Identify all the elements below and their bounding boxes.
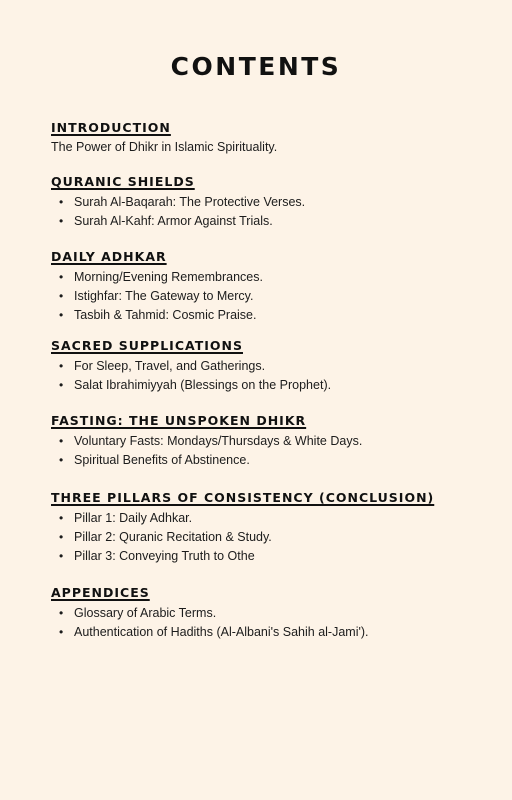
bullet-icon: • xyxy=(59,289,64,303)
section-heading: QURANIC SHIELDS xyxy=(51,174,195,189)
list-item: • Surah Al-Kahf: Armor Against Trials. xyxy=(51,212,491,231)
section-introduction xyxy=(51,117,491,157)
bullet-icon: • xyxy=(59,214,64,228)
bullet-icon: • xyxy=(59,270,64,284)
list-item: • For Sleep, Travel, and Gatherings. xyxy=(51,357,491,376)
bullet-icon: • xyxy=(59,453,64,467)
bullet-icon: • xyxy=(59,378,64,392)
bullet-icon: • xyxy=(59,530,64,544)
list-item: • Pillar 1: Daily Adhkar. xyxy=(51,509,491,528)
section-text: The Power of Dhikr in Islamic Spirituality. xyxy=(51,140,278,154)
list-item: • Salat Ibrahimiyyah (Blessings on the Prophet). xyxy=(51,376,491,395)
list-item: • Glossary of Arabic Terms. xyxy=(51,604,491,623)
list-item: • Pillar 2: Quranic Recitation & Study. xyxy=(51,528,491,547)
section-heading: FASTING: THE UNSPOKEN DHIKR xyxy=(51,413,307,428)
section-heading: APPENDICES xyxy=(51,585,150,600)
section-three-pillars xyxy=(51,487,491,566)
section-list xyxy=(51,604,491,642)
bullet-icon: • xyxy=(59,308,64,322)
section-list xyxy=(51,432,491,470)
list-item: • Tasbih & Tahmid: Cosmic Praise. xyxy=(51,306,491,325)
section-daily-adhkar xyxy=(51,246,491,325)
section-fasting xyxy=(51,410,491,470)
section-heading: INTRODUCTION xyxy=(51,120,171,135)
bullet-icon: • xyxy=(59,511,64,525)
page-title: CONTENTS xyxy=(170,52,342,81)
bullet-icon: • xyxy=(59,359,64,373)
section-quranic-shields xyxy=(51,171,491,231)
section-heading: SACRED SUPPLICATIONS xyxy=(51,338,243,353)
section-appendices xyxy=(51,582,491,642)
section-heading: THREE PILLARS OF CONSISTENCY (CONCLUSION) xyxy=(51,490,435,505)
list-item: • Spiritual Benefits of Abstinence. xyxy=(51,451,491,470)
list-item: • Morning/Evening Remembrances. xyxy=(51,268,491,287)
bullet-icon: • xyxy=(59,195,64,209)
bullet-icon: • xyxy=(59,606,64,620)
list-item: • Voluntary Fasts: Mondays/Thursdays & White Days. xyxy=(51,432,491,451)
list-item: • Surah Al-Baqarah: The Protective Verses. xyxy=(51,193,491,212)
section-list xyxy=(51,268,491,325)
bullet-icon: • xyxy=(59,549,64,563)
list-item: • Pillar 3: Conveying Truth to Othe xyxy=(51,547,491,566)
bullet-icon: • xyxy=(59,625,64,639)
list-item: • Istighfar: The Gateway to Mercy. xyxy=(51,287,491,306)
section-list xyxy=(51,357,491,395)
bullet-icon: • xyxy=(59,434,64,448)
section-heading: DAILY ADHKAR xyxy=(51,249,167,264)
section-list xyxy=(51,193,491,231)
section-sacred-supplications xyxy=(51,335,491,395)
list-item: • Authentication of Hadiths (Al-Albani's Sahih al-Jami'). xyxy=(51,623,491,642)
section-list xyxy=(51,509,491,566)
